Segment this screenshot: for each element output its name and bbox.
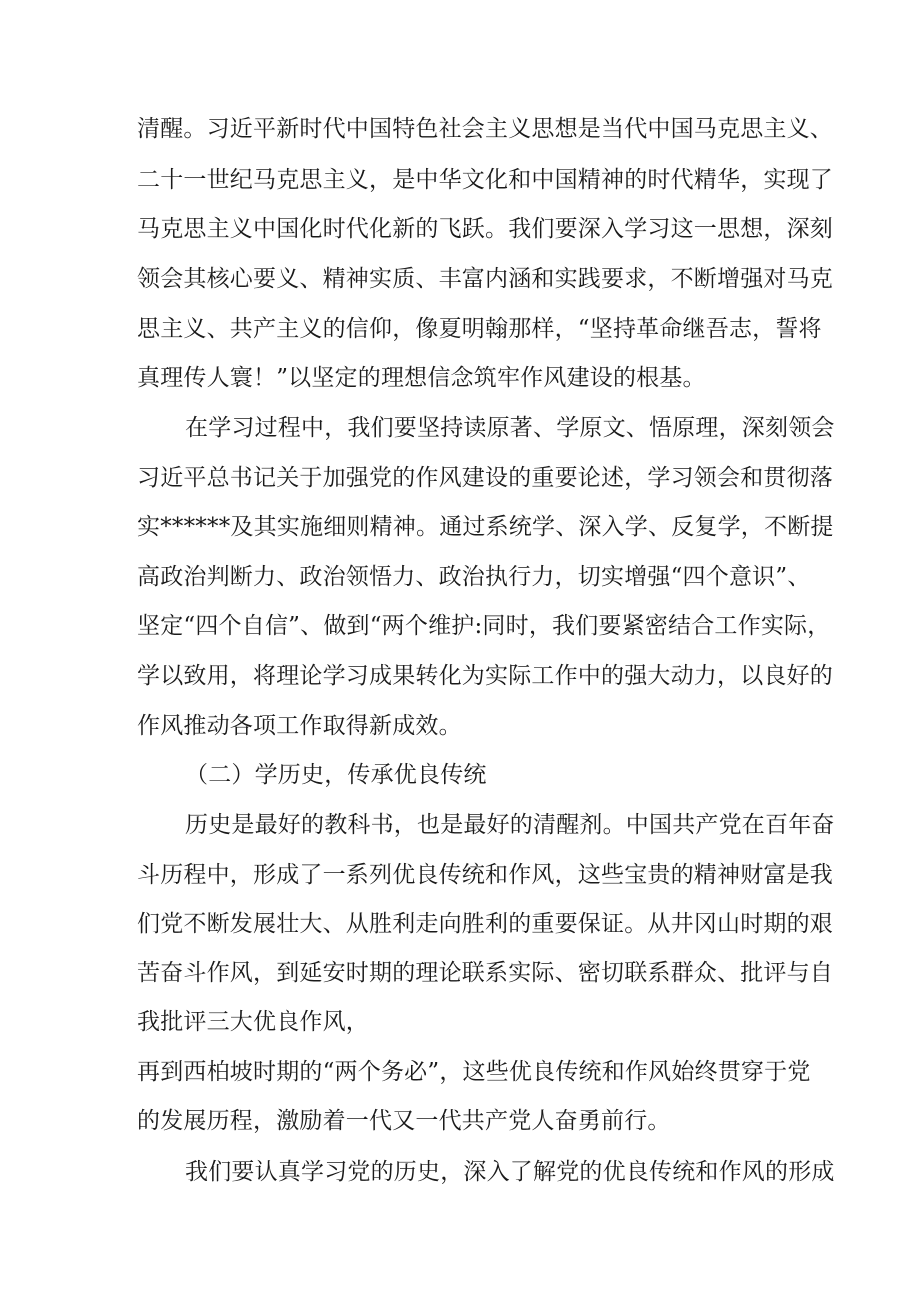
text-line: 习近平总书记关于加强党的作风建设的重要论述，学习领会和贯彻落: [137, 465, 833, 491]
text-line: 坚定“四个自信”、做到“两个维护:同时，我们要紧密结合工作实际，: [137, 613, 831, 639]
text-line: 再到西柏坡时期的“两个务必”，这些优良传统和作风始终贯穿于党: [137, 1059, 811, 1085]
text-line: 高政治判断力、政治领悟力、政治执行力，切实增强“四个意识”、: [137, 564, 811, 590]
section-heading: （二）学历史，传承优良传统: [185, 762, 487, 788]
text-line: 实******及其实施细则精神。通过系统学、深入学、反复学，不断提: [137, 514, 834, 540]
text-line: 领会其核心要义、精神实质、丰富内涵和实践要求，不断增强对马克: [137, 266, 833, 292]
text-line: 二十一世纪马克思主义，是中华文化和中国精神的时代精华，实现了: [137, 167, 833, 193]
text-line: 苦奋斗作风，到延安时期的理论联系实际、密切联系群众、批评与自: [137, 960, 833, 986]
text-line: 作风推动各项工作取得新成效。: [137, 713, 462, 739]
paragraph-first-line: 在学习过程中，我们要坚持读原著、学原文、悟原理，深刻领会: [185, 415, 835, 441]
text-line: 真理传人寰！”以坚定的理想信念筑牢作风建设的根基。: [137, 365, 706, 391]
text-line: 斗历程中，形成了一系列优良传统和作风，这些宝贵的精神财富是我: [137, 862, 833, 888]
text-line: 思主义、共产主义的信仰，像夏明翰那样，“坚持革命继吾志，誓将: [137, 316, 822, 342]
text-line: 学以致用，将理论学习成果转化为实际工作中的强大动力，以良好的: [137, 663, 833, 689]
text-line: 的发展历程，激励着一代又一代共产党人奋勇前行。: [137, 1108, 671, 1134]
paragraph-first-line: 历史是最好的教科书，也是最好的清醒剂。中国共产党在百年奋: [185, 812, 835, 838]
text-line: 马克思主义中国化时代化新的飞跃。我们要深入学习这一思想，深刻: [137, 216, 833, 242]
paragraph-first-line: 我们要认真学习党的历史，深入了解党的优良传统和作风的形成: [185, 1159, 835, 1185]
text-line: 们党不断发展壮大、从胜利走向胜利的重要保证。从井冈山时期的艰: [137, 911, 833, 937]
text-line: 我批评三大优良作风，: [137, 1009, 369, 1035]
text-line: 清醒。习近平新时代中国特色社会主义思想是当代中国马克思主义、: [137, 116, 833, 142]
